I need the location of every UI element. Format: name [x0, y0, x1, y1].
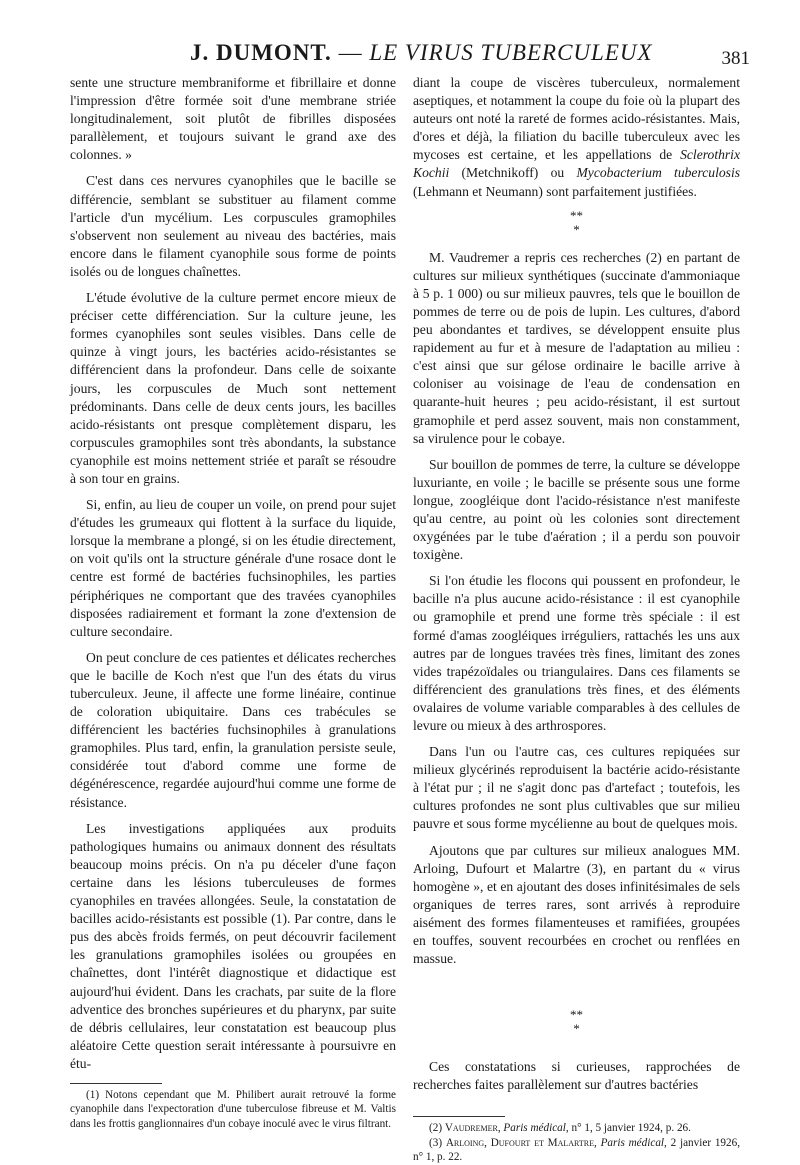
right-paragraph-1-text-c: (Lehmann et Neumann) sont parfaitement justifiées.: [413, 183, 697, 199]
footnote-3-number: (3): [429, 1136, 446, 1149]
footnote-3-reference: , 2 janvier 1926, n° 1, p. 22.: [413, 1136, 740, 1164]
running-head: [190, 40, 653, 66]
footnote-3-journal: Paris médical: [600, 1136, 665, 1149]
right-paragraph-1-text-a: diant la coupe de viscères tuberculeux, normalement aseptiques, et notamment la coupe du foie où la plupart des auteurs ont noté la rareté de formes acido-résistantes. Mais, d'ores et déjà, la filiation du bacille tuberculeux avec les mycoses est certaine, et les appellations de: [413, 75, 740, 163]
species-name-sclerothrix: Sclerothrix Kochii: [413, 147, 740, 181]
footnote-2-author: Vaudremer: [444, 1122, 498, 1135]
footnote-2-journal: Paris médical: [503, 1122, 566, 1135]
right-paragraph-1: [413, 74, 740, 201]
left-paragraph-2: C'est dans ces nervures cyanophiles que le bacille se différencie, semblant se substituer au filament comme l'article d'un mycélium. Les corpuscules gramophiles s'observent non seulement au niveau des bactéries, mais encore dans le filament cyanophile sous forme de points isolés ou de longues chaînettes.: [70, 173, 396, 279]
left-paragraph-1: sente une structure membraniforme et fibrillaire et donne l'impression d'être formée soit d'une membrane striée longitudinalement, soit plutôt de fibrilles disposées parallèlement, et toujours suivant le grand axe des colonnes. »: [70, 75, 396, 163]
section-asterism-1: ** *: [570, 207, 583, 237]
footnote-2-reference: , n° 1, 5 janvier 1924, p. 26.: [565, 1122, 691, 1135]
page-header: [150, 40, 750, 72]
right-paragraph-6: Ajoutons que par cultures sur milieux analogues MM. Arloing, Dufourt et Malartre (3), en partant du « virus homogène », et en ajoutant des doses infinitésimales de sels organiques de terres rares, sont arrivés à reproduire aisément des formes filamenteuses et ramifiées, groupées en touffes, souvent recourbées en crochet ou renflées en massue.: [413, 842, 740, 967]
species-name-mycobacterium: Mycobacterium tuberculosis: [576, 165, 741, 181]
left-paragraph-5: On peut conclure de ces patientes et délicates recherches que le bacille de Koch n'est que l'un des états du virus tuberculeux. Jeune, il affecte une forme linéaire, continue de coloration ubiquitaire. Dans ces trabécules se différencient les bactéries fuchsinophiles à granulations gramophiles. Plus tard, enfin, la granulation persiste seule, considérée tout d'abord comme une forme de dégénérescence, regardée aujourd'hui comme une forme de résistance.: [70, 649, 396, 810]
page-number: 381: [721, 48, 750, 69]
footnote-3: (3) Arloing, Dufourt et Malartre, Paris médical, 2 janvier 1926, n° 1, p. 22.: [413, 1136, 740, 1164]
left-paragraph-6: Les investigations appliquées aux produits pathologiques humains ou animaux donnent des résultats beaucoup moins précis. On n'a pu déceler d'une façon certaine dans les lésions tuberculeuses de formes cyanophiles en travées allongées. Seule, la constatation de bacilles acido-résistants est possible (1). Par contre, dans le pus des abcès froids fermés, on peut découvrir facilement les granulations gramophiles isolées ou groupées en chaînettes, dont l'intérêt diagnostique et didactique est aujourd'hui évident. Dans les crachats, par suite de la flore adventice des bronches supérieures et du pharynx, par suite de débris cellulaires, leur constatation est beaucoup plus aléatoire Cette question serait intéressante à poursuivre en étu-: [70, 820, 396, 1071]
footnote-2: (2) Vaudremer, Paris médical, n° 1, 5 janvier 1924, p. 26.: [429, 1122, 691, 1135]
left-paragraph-3: L'étude évolutive de la culture permet encore mieux de préciser cette différenciation. Sur la culture jeune, les formes cyanophiles sont seules visibles. Dans celle de quinze à vingt jours, les bactéries acido-résistantes se différencient dans la profondeur. Dans celle de soixante jours, les corpuscules de Much sont nettement prédominants. Dans celle de deux cents jours, les bacilles acido-résistants ont presque complètement disparu, les corpuscules gramophiles sont très abondants, la substance cyanophile est moins nettement striée et paraît se résoudre à son tour en grains.: [70, 290, 396, 486]
right-paragraph-4: Si l'on étudie les flocons qui poussent en profondeur, le bacille n'a plus aucune acido-résistance : il est cyanophile ou gramophile et prend une forme très spéciale : il est formé d'amas zoogléiques irréguliers, rattachés les uns aux autres par de longues travées très fines, limitant des zones vides trapézoïdales ou triangulaires. Dans ces filaments se différencient des granulations très fines, et des éléments ovalaires de volume variable comparables à des cellules de levure ou mieux à des arthrospores.: [413, 573, 740, 733]
header-dash: —: [338, 40, 363, 65]
right-paragraph-5: Dans l'un ou l'autre cas, ces cultures repiquées sur milieux glycérinés reproduisent la bactérie acido-résistante à l'état pur ; il ne s'agit donc pas d'artefact ; toutefois, les cultures profondes ne sont plus cultivables que sur milieu pauvre et sous forme mycélienne au bout de quelques mois.: [413, 744, 740, 832]
header-title: LE VIRUS TUBERCULEUX: [369, 40, 653, 65]
footnote-divider-right: [413, 1116, 505, 1117]
right-column: [413, 74, 740, 1165]
left-column: [70, 74, 396, 1131]
footnote-3-authors: Arloing, Dufourt et Malartre: [445, 1136, 594, 1149]
right-paragraph-3: Sur bouillon de pommes de terre, la culture se développe luxuriante, en voile ; le bacille se présente sous une forme longue, zoogléique dont l'acido-résistance n'est manifeste qu'au centre, au point où les colonies sont directement oxygénées par le tube d'aération ; il a perdu son pouvoir toxigène.: [413, 456, 740, 563]
section-asterism-2: ** *: [570, 1007, 583, 1037]
footnote-2-number: (2): [429, 1122, 445, 1135]
footnote-divider: [70, 1083, 162, 1084]
right-paragraph-2: M. Vaudremer a repris ces recherches (2) en partant de cultures sur milieux synthétiques (succinate d'ammoniaque à 5 p. 1 000) ou sur milieux pauvres, tels que le bouillon de pommes de terre ou de pois de lupin. Les cultures, d'abord peu abondantes et tardives, se développent ensuite plus rapidement au fur et à mesure de l'adaptation au milieu : c'est ainsi que sur gélose ordinaire le bacille arrive à coloniser au voisinage de l'eau de condensation en quarante-huit heures ; peu acido-résistant, il est surtout gramophile et perd assez souvent, mais non constamment, sa virulence pour le cobaye.: [413, 249, 740, 446]
footnote-1: (1) Notons cependant que M. Philibert aurait retrouvé la forme cyanophile dans l'expectoration d'une tuberculose fibreuse et M. Valtis dans les frottis ganglionnaires d'un cobaye inoculé avec le virus filtrant.: [70, 1088, 396, 1130]
right-paragraph-1-text-b: (Metchnikoff) ou: [449, 165, 577, 181]
right-paragraph-7: Ces constatations si curieuses, rapprochées de recherches faites parallèlement sur d'autres bactéries: [413, 1059, 740, 1093]
left-paragraph-4: Si, enfin, au lieu de couper un voile, on prend pour sujet d'études les grumeaux qui flottent à la surface du liquide, lorsque la membrane a plongé, si on les étudie directement, on voit qu'ils ont la structure générale d'une rosace dont le centre est formé de bactéries fuchsinophiles, les parties périphériques ne comportant que des travées cyanophiles disposées radiairement et formant la zone d'extension de culture secondaire.: [70, 497, 396, 639]
header-author: J. DUMONT.: [190, 40, 332, 65]
